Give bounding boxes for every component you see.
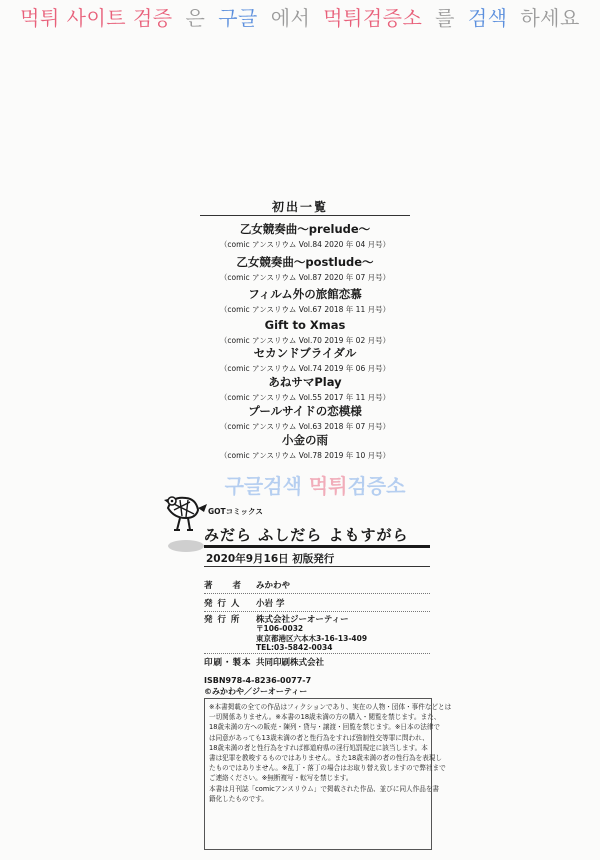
book-title: みだら ふしだら よもすがら: [204, 526, 409, 544]
toc-title: 初出一覧: [271, 200, 328, 214]
toc-entry-source: （comic アンスリウム Vol.78 2019 年 10 月号）: [219, 451, 391, 460]
toc-entry-name: セカンドブライダル: [253, 346, 357, 360]
banner-segment: 하세요: [520, 6, 580, 30]
watermark-logo: [200, 470, 430, 499]
toc-entry-name: 乙女競奏曲～prelude～: [239, 222, 371, 236]
toc-entry-source: （comic アンスリウム Vol.84 2020 年 04 月号）: [219, 240, 391, 249]
publication-date: 2020年9月16日 初版発行: [206, 553, 335, 565]
toc-entry-source: （comic アンスリウム Vol.55 2017 年 11 月号）: [219, 393, 391, 402]
notice-line: 籍化したものです。: [209, 794, 268, 803]
toc-entry: [205, 375, 405, 403]
notice-line: 18歳未満の者と性行為をすれば都道府県の淫行処罰規定に該当します。本: [209, 743, 428, 752]
notice-line: ※本書掲載の全ての作品はフィクションであり、実在の人物・団体・事件などとは: [209, 703, 452, 711]
notice-line: 書は犯罪を教唆するものではありません。また18歳未満の者の性行為を表現し: [209, 754, 442, 763]
credit-label: 著 者: [204, 581, 243, 591]
toc-entry-name: プールサイドの恋模様: [248, 404, 362, 418]
toc-entry: [205, 346, 405, 374]
banner-segment: 구글: [218, 6, 258, 30]
banner-segment: 먹튀 사이트 검증: [20, 6, 173, 30]
credit-value: みかわや: [256, 581, 291, 591]
notice-line: は同意があっても13歳未満の者と性行為をすれば強制性交等罪に問われ、: [209, 733, 429, 742]
watermark-text: 구글검색: [224, 474, 302, 498]
notice-line: たものではありません。※乱丁・落丁の場合はお取り替え致しますので弊社まで: [209, 764, 446, 773]
copyright: ©みかわや／ジーオーティー: [204, 687, 308, 696]
notice-line: 本書は月刊誌「comicアンスリウム」で掲載された作品、並びに同人作品を書: [209, 784, 440, 793]
toc-entry: [205, 404, 405, 432]
toc-entry-name: フィルム外の旅館恋慕: [248, 287, 362, 301]
logo-shadow: [168, 540, 204, 552]
credit-divider: [204, 611, 430, 612]
credit-label: 発 行 所: [204, 615, 241, 625]
credit-value: 株式会社ジーオーティー: [256, 615, 349, 625]
toc-entry-source: （comic アンスリウム Vol.67 2018 年 11 月号）: [219, 305, 391, 314]
banner-segment: 검색: [467, 6, 508, 30]
banner-segment: 은: [185, 6, 206, 30]
imprint-label: GOTコミックス: [208, 507, 263, 516]
credit-divider: [204, 653, 430, 654]
address-line: 東京都港区六本木3-16-13-409: [256, 633, 368, 643]
credit-label: 印刷・製本: [204, 658, 252, 668]
banner-segment: 에서: [270, 6, 311, 30]
credit-divider: [204, 593, 430, 594]
toc-entry-name: あねサマPlay: [268, 375, 342, 389]
isbn-block: [204, 675, 311, 697]
credit-label: 発 行 人: [204, 599, 241, 609]
toc-entry-name: 小金の雨: [282, 433, 328, 447]
date-divider: [204, 566, 430, 567]
title-underline: [204, 545, 430, 548]
address-line: 〒106-0032: [256, 624, 304, 633]
credit-value: 共同印刷株式会社: [256, 658, 325, 668]
credit-value: 小岩 学: [256, 599, 285, 609]
toc-entry-source: （comic アンスリウム Vol.63 2018 年 07 月号）: [219, 422, 391, 431]
toc-entry-source: （comic アンスリウム Vol.70 2019 年 02 月号）: [219, 336, 391, 345]
banner-segment: 를: [435, 6, 455, 30]
watermark-banner: [0, 4, 600, 32]
banner-segment: 먹튀검증소: [323, 6, 423, 30]
toc-divider: [200, 215, 410, 216]
address-line: TEL:03-5842-0034: [256, 643, 333, 652]
notice-line: 一切関係ありません。※本書の18歳未満の方の購入・閲覧を禁じます。また、: [209, 713, 441, 722]
watermark-text: 먹튀: [308, 474, 348, 498]
publisher-address: [256, 624, 367, 653]
toc-entry: [205, 287, 405, 315]
toc-entry: [205, 255, 405, 283]
legal-notice-box: [204, 698, 452, 850]
toc-entry: [205, 222, 405, 250]
watermark-text: 검증소: [347, 474, 406, 498]
toc-entry-source: （comic アンスリウム Vol.74 2019 年 06 月号）: [219, 364, 391, 373]
toc-entry-name: 乙女競奏曲～postlude～: [236, 255, 374, 269]
notice-line: 18歳未満の方への販売・陳列・貸与・譲渡・回覧を禁じます。※日本の法律で: [209, 723, 440, 732]
toc-entry: [205, 433, 405, 461]
bird-logo-icon: [160, 488, 210, 534]
toc-entry: [205, 318, 405, 346]
toc-entry-source: （comic アンスリウム Vol.87 2020 年 07 月号）: [219, 273, 391, 282]
notice-line: ご連絡ください。※無断複写・転写を禁じます。: [209, 774, 353, 783]
isbn: ISBN978-4-8236-0077-7: [204, 676, 312, 685]
toc-entry-name: Gift to Xmas: [264, 318, 346, 332]
